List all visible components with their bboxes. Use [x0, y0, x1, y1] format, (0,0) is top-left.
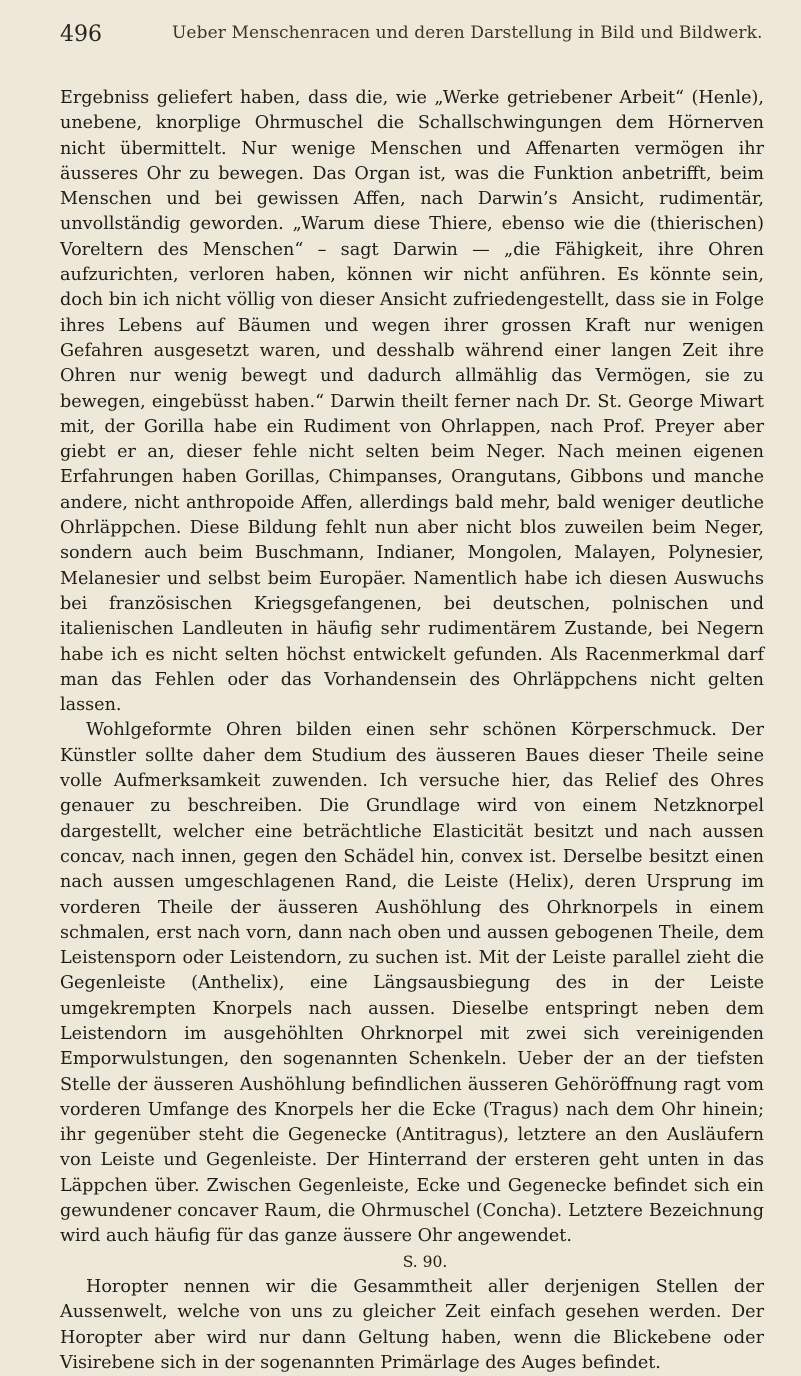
- running-title: Ueber Menschenracen und deren Darstellung in Bild und Bildwerk.: [172, 23, 763, 43]
- body-text: [60, 86, 764, 1376]
- page-header: [60, 18, 761, 52]
- paragraph: Ergebniss geliefert haben, dass die, wie „Werke getriebener Arbeit“ (Henle), unebene, knorplige Ohrmuschel die Schallschwingungen dem Hörnerven nicht übermittelt. Nur wenige Menschen und Affenarten vermögen ihr äusseres Ohr zu bewegen. Das Organ ist, was die Funktion anbetrifft, beim Menschen und bei gewissen Affen, nach Darwin’s Ansicht, rudimentär, unvollständig geworden. „Warum diese Thiere, ebenso wie die (thierischen) Voreltern des Menschen“ – sagt Darwin — „die Fähigkeit, ihre Ohren aufzurichten, verloren haben, können wir nicht anführen. Es könnte sein, doch bin ich nicht völlig von dieser Ansicht zufriedengestellt, dass sie in Folge ihres Lebens auf Bäumen und wegen ihrer grossen Kraft nur wenigen Gefahren ausgesetzt waren, und desshalb während einer langen Zeit ihre Ohren nur wenig bewegt und dadurch allmählig das Vermögen, sie zu bewegen, eingebüsst haben.“ Darwin theilt ferner nach Dr. St. George Miwart mit, der Gorilla habe ein Rudiment von Ohrlappen, nach Prof. Preyer aber giebt er an, dieser fehle nicht selten beim Neger. Nach meinen eigenen Erfahrungen haben Gorillas, Chimpanses, Orangutans, Gibbons und manche andere, nicht anthropoide Affen, allerdings bald mehr, bald weniger deutliche Ohrläppchen. Diese Bildung fehlt nun aber nicht blos zuweilen beim Neger, sondern auch beim Buschmann, Indianer, Mongolen, Malayen, Polynesier, Melanesier und selbst beim Europäer. Namentlich habe ich diesen Auswuchs bei französischen Kriegsgefangenen, bei deutschen, polnischen und italienischen Landleuten in häufig sehr rudimentärem Zustande, bei Negern habe ich es nicht selten höchst entwickelt gefunden. Als Racenmerkmal darf man das Fehlen oder das Vorhandensein des Ohrläppchens nicht gelten lassen.: [60, 88, 764, 716]
- paragraph: Horopter nennen wir die Gesammtheit aller derjenigen Stellen der Aussenwelt, welche von uns zu gleicher Zeit einfach gesehen werden. Der Horopter aber wird nur dann Geltung haben, wenn die Blickebene oder Visirebene sich in der sogenannten Primärlage des Auges befindet.: [60, 1276, 764, 1373]
- paragraph: Wohlgeformte Ohren bilden einen sehr schönen Körperschmuck. Der Künstler sollte daher dem Studium des äusseren Baues dieser Theile seine volle Aufmerksamkeit zuwenden. Ich versuche hier, das Relief des Ohres genauer zu beschreiben. Die Grundlage wird von einem Netzknorpel dargestellt, welcher eine beträchtliche Elasticität besitzt und nach aussen concav, nach innen, gegen den Schädel hin, convex ist. Derselbe besitzt einen nach aussen umgeschlagenen Rand, die Leiste (Helix), deren Ursprung im vorderen Theile der äusseren Aushöhlung des Ohrknorpels in einem schmalen, erst nach vorn, dann nach oben und aussen gebogenen Theile, dem Leistensporn oder Leistendorn, zu suchen ist. Mit der Leiste parallel zieht die Gegenleiste (Anthelix), eine Längsausbiegung des in der Leiste umgekrempten Knorpels nach aussen. Dieselbe entspringt neben dem Leistendorn im ausgehöhlten Ohrknorpel mit zwei sich vereinigenden Emporwulstungen, den sogenannten Schenkeln. Ueber der an der tiefsten Stelle der äusseren Aushöhlung befindlichen äusseren Gehöröffnung ragt vom vorderen Umfange des Knorpels her die Ecke (Tragus) nach dem Ohr hinein; ihr gegenüber steht die Gegenecke (Antitragus), letztere an den Ausläufern von Leiste und Gegenleiste. Der Hinterrand der ersteren geht unten in das Läppchen über. Zwischen Gegenleiste, Ecke und Gegenecke befindet sich ein gewundener concaver Raum, die Ohrmuschel (Concha). Letztere Bezeichnung wird auch häufig für das ganze äussere Ohr angewendet.: [60, 720, 764, 1247]
- page-number: 496: [60, 22, 102, 47]
- section-label: S. 90.: [402, 1252, 448, 1271]
